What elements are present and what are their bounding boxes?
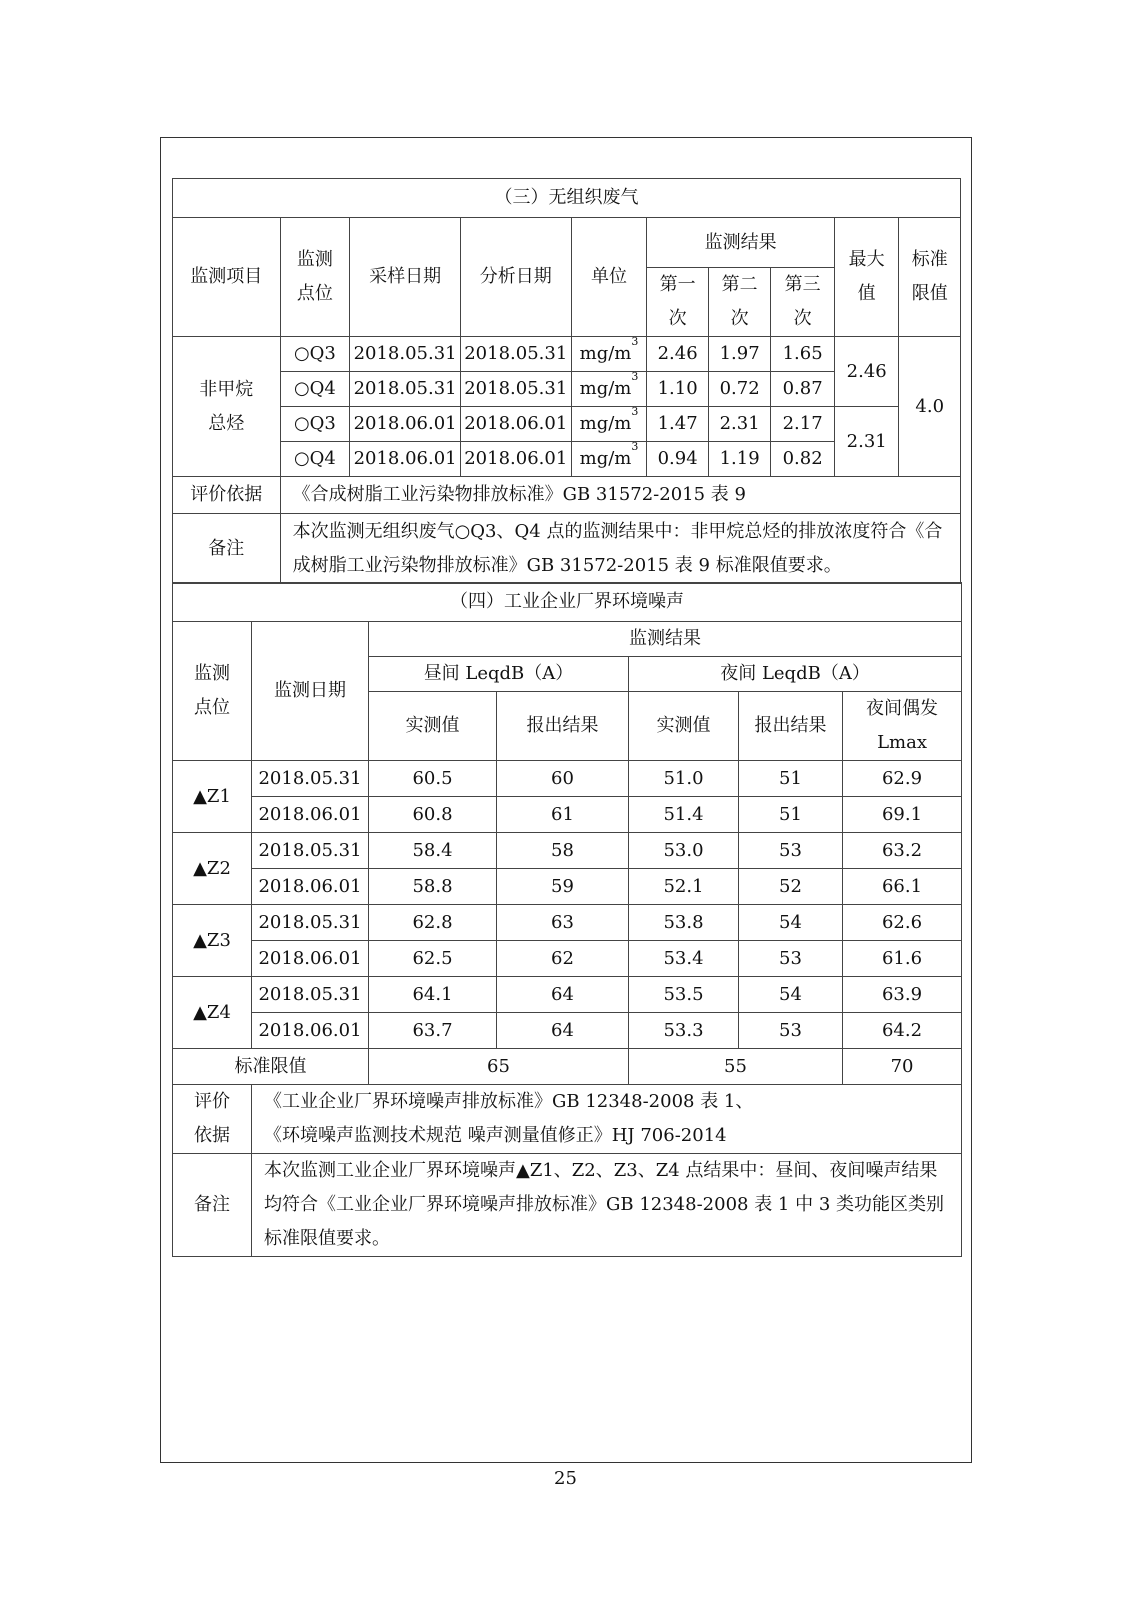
night-lmax: 64.2 — [843, 1013, 962, 1049]
night-reported: 51 — [739, 761, 843, 797]
value-3: 0.87 — [771, 372, 835, 407]
day-reported: 63 — [497, 905, 629, 941]
fugitive-gas-table — [172, 178, 961, 584]
day-measured: 63.7 — [369, 1013, 497, 1049]
section-title: （三）无组织废气 — [173, 179, 961, 218]
night-measured: 53.0 — [629, 833, 739, 869]
date: 2018.05.31 — [252, 833, 369, 869]
unit — [571, 372, 647, 407]
limit-lmax: 70 — [843, 1049, 962, 1085]
header-night-measured: 实测值 — [629, 692, 739, 761]
header-night-reported: 报出结果 — [739, 692, 843, 761]
sample-date: 2018.05.31 — [350, 372, 461, 407]
limit-label: 标准限值 — [173, 1049, 369, 1085]
day-measured: 62.8 — [369, 905, 497, 941]
day-reported: 58 — [497, 833, 629, 869]
analysis-date: 2018.05.31 — [460, 337, 571, 372]
night-measured: 53.3 — [629, 1013, 739, 1049]
header-third: 第三次 — [771, 268, 835, 337]
point: ▲Z3 — [173, 905, 252, 977]
sample-date: 2018.06.01 — [350, 407, 461, 442]
value-2: 1.97 — [708, 337, 771, 372]
max-value: 2.31 — [834, 407, 899, 477]
analysis-date: 2018.05.31 — [460, 372, 571, 407]
night-measured: 53.5 — [629, 977, 739, 1013]
night-reported: 54 — [739, 977, 843, 1013]
day-measured: 58.4 — [369, 833, 497, 869]
header-day-measured: 实测值 — [369, 692, 497, 761]
unit-base: mg/m — [579, 343, 632, 364]
date: 2018.05.31 — [252, 761, 369, 797]
night-measured: 51.4 — [629, 797, 739, 833]
max-value: 2.46 — [834, 337, 899, 407]
note-text: 本次监测无组织废气○Q3、Q4 点的监测结果中：非甲烷总烃的排放浓度符合《合成树脂工业污染物排放标准》GB 31572-2015 表 9 标准限值要求。 — [280, 514, 960, 584]
table-row — [173, 869, 962, 905]
point: ○Q4 — [280, 442, 350, 477]
day-measured: 60.8 — [369, 797, 497, 833]
day-measured: 64.1 — [369, 977, 497, 1013]
note-text: 本次监测工业企业厂界环境噪声▲Z1、Z2、Z3、Z4 点结果中：昼间、夜间噪声结果均符合《工业企业厂界环境噪声排放标准》GB 12348-2008 表 1 中 3 类功能区类别标准限值要求。 — [252, 1154, 962, 1257]
point: ○Q3 — [280, 337, 350, 372]
table-row — [173, 833, 962, 869]
unit-sup: 3 — [631, 335, 639, 348]
unit-base: mg/m — [579, 378, 632, 399]
night-measured: 51.0 — [629, 761, 739, 797]
noise-table — [172, 582, 962, 1257]
day-reported: 62 — [497, 941, 629, 977]
value-1: 1.10 — [647, 372, 708, 407]
value-2: 2.31 — [708, 407, 771, 442]
analysis-date: 2018.06.01 — [460, 442, 571, 477]
night-reported: 52 — [739, 869, 843, 905]
night-lmax: 62.6 — [843, 905, 962, 941]
unit-base: mg/m — [579, 413, 632, 434]
night-reported: 53 — [739, 833, 843, 869]
table-row — [173, 905, 962, 941]
item-name: 非甲烷总烃 — [173, 337, 281, 477]
basis-line: 《工业企业厂界环境噪声排放标准》GB 12348-2008 表 1、 — [264, 1091, 754, 1112]
night-lmax: 63.2 — [843, 833, 962, 869]
night-measured: 53.8 — [629, 905, 739, 941]
day-reported: 61 — [497, 797, 629, 833]
header-day: 昼间 LeqdB（A） — [369, 657, 629, 692]
date: 2018.05.31 — [252, 905, 369, 941]
sample-date: 2018.05.31 — [350, 337, 461, 372]
basis-label: 评价依据 — [173, 1085, 252, 1154]
basis-text: 《合成树脂工业污染物排放标准》GB 31572-2015 表 9 — [280, 477, 960, 514]
header-unit: 单位 — [571, 218, 647, 337]
point: ○Q4 — [280, 372, 350, 407]
page-number: 25 — [554, 1468, 577, 1489]
header-first: 第一次 — [647, 268, 708, 337]
day-measured: 58.8 — [369, 869, 497, 905]
header-night-lmax: 夜间偶发Lmax — [843, 692, 962, 761]
table-row — [173, 337, 961, 372]
value-2: 1.19 — [708, 442, 771, 477]
day-reported: 59 — [497, 869, 629, 905]
header-point: 监测点位 — [173, 622, 252, 761]
table-row — [173, 941, 962, 977]
unit-sup: 3 — [631, 405, 639, 418]
note-label: 备注 — [173, 514, 281, 584]
value-1: 2.46 — [647, 337, 708, 372]
date: 2018.06.01 — [252, 941, 369, 977]
table-row — [173, 977, 962, 1013]
date: 2018.06.01 — [252, 1013, 369, 1049]
day-measured: 60.5 — [369, 761, 497, 797]
header-item: 监测项目 — [173, 218, 281, 337]
night-reported: 53 — [739, 1013, 843, 1049]
point: ▲Z1 — [173, 761, 252, 833]
header-night: 夜间 LeqdB（A） — [629, 657, 962, 692]
date: 2018.06.01 — [252, 797, 369, 833]
day-reported: 64 — [497, 977, 629, 1013]
day-reported: 64 — [497, 1013, 629, 1049]
unit-base: mg/m — [579, 448, 632, 469]
point: ▲Z4 — [173, 977, 252, 1049]
header-max: 最大值 — [834, 218, 899, 337]
table-row — [173, 761, 962, 797]
header-sample-date: 采样日期 — [350, 218, 461, 337]
header-results: 监测结果 — [369, 622, 962, 657]
header-results: 监测结果 — [647, 218, 835, 268]
value-3: 0.82 — [771, 442, 835, 477]
header-analysis-date: 分析日期 — [460, 218, 571, 337]
unit-sup: 3 — [631, 440, 639, 453]
unit-sup: 3 — [631, 370, 639, 383]
limit-value: 4.0 — [899, 337, 961, 477]
date: 2018.05.31 — [252, 977, 369, 1013]
header-date: 监测日期 — [252, 622, 369, 761]
point: ○Q3 — [280, 407, 350, 442]
value-3: 2.17 — [771, 407, 835, 442]
limit-day: 65 — [369, 1049, 629, 1085]
night-lmax: 62.9 — [843, 761, 962, 797]
night-reported: 51 — [739, 797, 843, 833]
point: ▲Z2 — [173, 833, 252, 905]
basis-text — [252, 1085, 962, 1154]
header-point: 监测点位 — [280, 218, 350, 337]
section-title: （四）工业企业厂界环境噪声 — [173, 583, 962, 622]
header-second: 第二次 — [708, 268, 771, 337]
date: 2018.06.01 — [252, 869, 369, 905]
unit — [571, 337, 647, 372]
value-1: 1.47 — [647, 407, 708, 442]
night-lmax: 69.1 — [843, 797, 962, 833]
night-measured: 52.1 — [629, 869, 739, 905]
value-2: 0.72 — [708, 372, 771, 407]
value-3: 1.65 — [771, 337, 835, 372]
analysis-date: 2018.06.01 — [460, 407, 571, 442]
table-row — [173, 1013, 962, 1049]
table-row — [173, 797, 962, 833]
unit — [571, 407, 647, 442]
night-lmax: 63.9 — [843, 977, 962, 1013]
night-reported: 53 — [739, 941, 843, 977]
day-reported: 60 — [497, 761, 629, 797]
basis-label: 评价依据 — [173, 477, 281, 514]
table-row — [173, 407, 961, 442]
header-limit: 标准限值 — [899, 218, 961, 337]
night-measured: 53.4 — [629, 941, 739, 977]
note-label: 备注 — [173, 1154, 252, 1257]
night-lmax: 66.1 — [843, 869, 962, 905]
night-reported: 54 — [739, 905, 843, 941]
night-lmax: 61.6 — [843, 941, 962, 977]
basis-line: 《环境噪声监测技术规范 噪声测量值修正》HJ 706-2014 — [264, 1125, 727, 1146]
day-measured: 62.5 — [369, 941, 497, 977]
limit-night: 55 — [629, 1049, 843, 1085]
unit — [571, 442, 647, 477]
value-1: 0.94 — [647, 442, 708, 477]
sample-date: 2018.06.01 — [350, 442, 461, 477]
header-day-reported: 报出结果 — [497, 692, 629, 761]
